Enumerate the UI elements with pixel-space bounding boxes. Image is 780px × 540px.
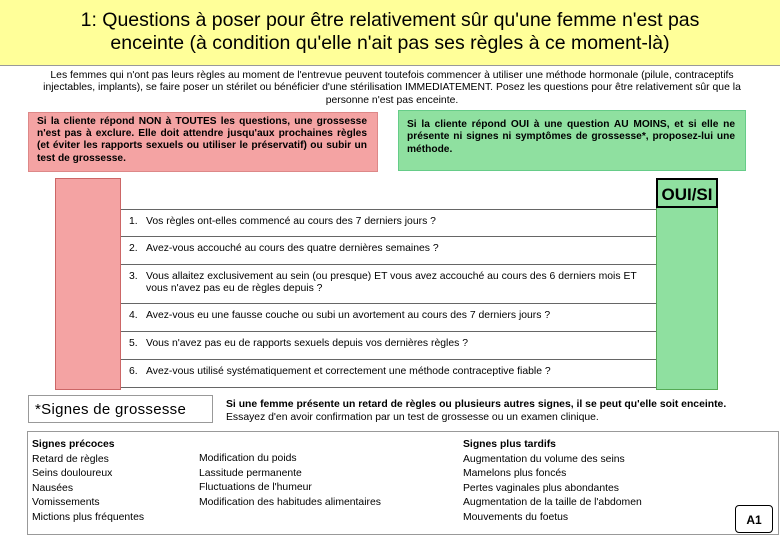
sign-item: Seins douloureux: [32, 468, 113, 480]
sign-item: Lassitude permanente: [199, 467, 302, 479]
title-line-1: 1: Questions à poser pour être relativement sûr qu'une femme n'est pas: [80, 9, 700, 31]
question-row: [121, 209, 656, 237]
pregnancy-signs-note: [226, 399, 756, 424]
signs-note-rest: Essayez d'en avoir confirmation par un test de grossesse ou un examen clinique.: [226, 411, 599, 423]
question-number: 1.: [129, 216, 138, 227]
question-number: 6.: [129, 366, 138, 377]
question-row: [121, 265, 656, 304]
early-signs-heading: Signes précoces: [32, 439, 115, 450]
title-line-2: enceinte (à condition qu'elle n'ait pas ses règles à ce moment-là): [110, 32, 670, 54]
sign-item: Mamelons plus foncés: [463, 468, 567, 480]
early-signs-column: [32, 438, 144, 526]
no-answer-box: Si la cliente répond NON à TOUTES les questions, une grossesse n'est pas à exclure. Elle doit attendre jusqu'aux prochaines règles (et éviter les rapports sexuels ou utiliser le préservatif) ou subir un test de grossesse.: [28, 112, 378, 172]
question-row: [121, 237, 656, 265]
page-title: [0, 0, 780, 66]
late-signs-column: [463, 438, 642, 526]
sign-item: Modification des habitudes alimentaires: [199, 496, 381, 508]
sign-item: Pertes vaginales plus abondantes: [463, 482, 619, 494]
question-text: Vos règles ont-elles commencé au cours des 7 derniers jours ?: [146, 216, 436, 227]
intro-text: Les femmes qui n'ont pas leurs règles au moment de l'entrevue peuvent toutefois commencer à utiliser une méthode hormonale (pilule, contraceptifs injectables, implants), se faire poser un stérilet ou bénéficier d'une stérilisation IMMEDIATEMENT. Posez les questions pour être relativement sûr que la personne n'est pas enceinte.: [43, 70, 741, 106]
question-number: 3.: [129, 271, 138, 282]
sign-item: Fluctuations de l'humeur: [199, 482, 312, 494]
pregnancy-signs-label: *Signes de grossesse: [28, 395, 213, 423]
sign-item: Modification du poids: [199, 453, 297, 464]
question-number: 5.: [129, 338, 138, 349]
yes-column-label: OUI/SI: [656, 178, 718, 208]
question-list: [121, 209, 656, 388]
early-signs-column-2: [199, 452, 381, 510]
question-text: Avez-vous eu une fausse couche ou subi un avortement au cours des 7 derniers jours ?: [146, 310, 551, 321]
sign-item: Augmentation de la taille de l'abdomen: [463, 497, 642, 509]
question-number: 4.: [129, 310, 138, 321]
question-text: Avez-vous utilisé systématiquement et correctement une méthode contraceptive fiable ?: [146, 366, 551, 377]
no-column: [55, 178, 121, 390]
sign-item: Augmentation du volume des seins: [463, 453, 625, 465]
sign-item: Mouvements du foetus: [463, 511, 569, 523]
late-signs-heading: Signes plus tardifs: [463, 439, 556, 450]
sign-item: Retard de règles: [32, 453, 109, 465]
yes-answer-box: Si la cliente répond OUI à une question AU MOINS, et si elle ne présente ni signes ni symptômes de grossesse*, proposez-lui une méthode.: [398, 110, 746, 171]
pregnancy-signs-box: [27, 431, 779, 535]
question-row: [121, 304, 656, 332]
question-number: 2.: [129, 243, 138, 254]
signs-note-bold: Si une femme présente un retard de règles ou plusieurs autres signes, il se peut qu'elle soit enceinte.: [226, 399, 727, 410]
question-text: Vous n'avez pas eu de rapports sexuels depuis vos dernières règles ?: [146, 338, 468, 349]
page-badge: A1: [735, 505, 773, 533]
sign-item: Mictions plus fréquentes: [32, 511, 145, 523]
question-row: [121, 360, 656, 388]
question-row: [121, 332, 656, 360]
sign-item: Vomissements: [32, 497, 100, 509]
question-text: Vous allaitez exclusivement au sein (ou presque) ET vous avez accouché au cours des 6 derniers mois ET vous n'avez pas eu de règles depuis ?: [146, 271, 637, 294]
sign-item: Nausées: [32, 482, 74, 494]
question-text: Avez-vous accouché au cours des quatre dernières semaines ?: [146, 243, 439, 254]
